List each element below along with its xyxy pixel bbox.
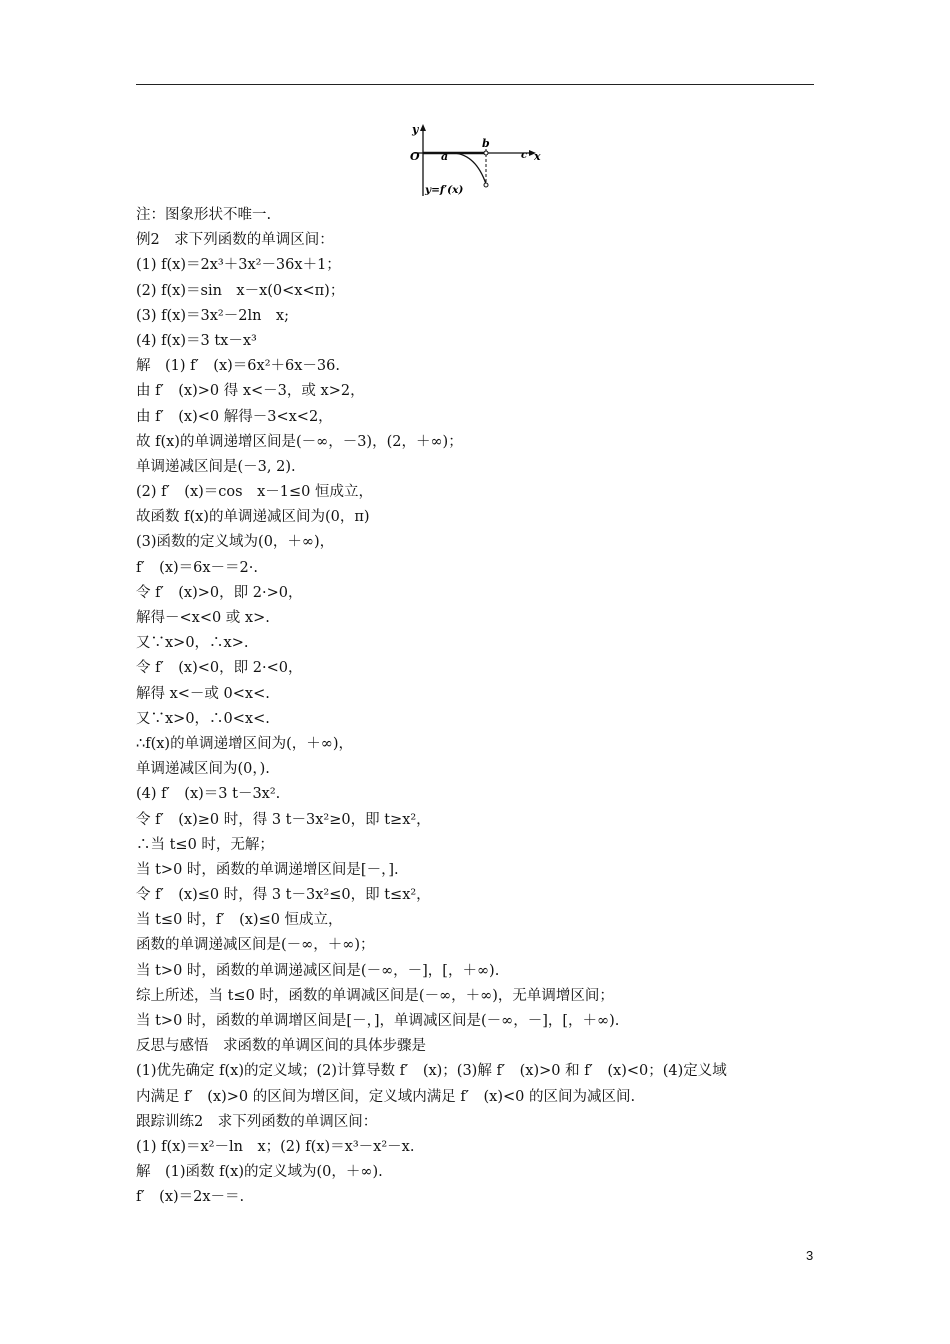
text-line: 当 t≤0 时，f′ (x)≤0 恒成立， xyxy=(136,912,343,929)
y-axis-arrow xyxy=(420,124,426,131)
open-point-b xyxy=(484,151,488,155)
document-body xyxy=(136,203,816,1211)
header-rule xyxy=(136,84,814,85)
text-line: 令 f′ (x)≥0 时，得 3 t－3x²≥0，即 t≥x²， xyxy=(136,811,431,828)
text-line: 令 f′ (x)≤0 时，得 3 t－3x²≤0，即 t≤x²， xyxy=(136,887,431,904)
text-line: 解 (1)函数 f(x)的定义域为(0，＋∞). xyxy=(136,1164,383,1181)
text-line: (4) f(x)＝3 tx－x³ xyxy=(136,332,257,349)
label-origin: O xyxy=(410,150,420,163)
text-line: (2) f′ (x)＝cos x－1≤0 恒成立， xyxy=(136,484,373,501)
text-line: 解得－<x<0 或 x>. xyxy=(136,610,270,626)
text-line: 又∵x>0，∴0<x<. xyxy=(136,710,270,727)
text-line: 令 f′ (x)>0，即 2·>0， xyxy=(136,584,303,601)
label-b: b xyxy=(482,137,490,150)
text-line: 内满足 f′ (x)>0 的区间为增区间，定义域内满足 f′ (x)<0 的区间为减区间. xyxy=(136,1088,636,1105)
text-line: 由 f′ (x)>0 得 x<－3，或 x>2， xyxy=(136,383,365,400)
text-line: 当 t>0 时，函数的单调增区间是[－，]，单调减区间是(－∞，－]，[，＋∞). xyxy=(136,1013,620,1029)
text-line: 综上所述，当 t≤0 时，函数的单调减区间是(－∞，＋∞)，无单调增区间； xyxy=(136,987,614,1004)
text-line: 单调递减区间为(0，). xyxy=(136,761,270,778)
open-point-end xyxy=(484,183,488,187)
label-c: c xyxy=(521,150,528,161)
label-x: x xyxy=(534,150,541,163)
page-number: 3 xyxy=(806,1248,814,1263)
text-line: 例2 求下列函数的单调区间： xyxy=(136,232,334,249)
text-line: f′ (x)＝2x－＝. xyxy=(136,1189,245,1206)
text-line: (1)优先确定 f(x)的定义域；(2)计算导数 f′ (x)；(3)解 f′ (x)>0 和 f′ (x)<0；(4)定义域 xyxy=(136,1063,727,1080)
text-line: (1) f(x)＝2x³＋3x²－36x＋1； xyxy=(136,257,341,274)
text-line: 解 (1) f′ (x)＝6x²＋6x－36. xyxy=(136,358,340,375)
derivative-graph-figure xyxy=(404,118,554,200)
text-line: 故 f(x)的单调递增区间是(－∞，－3)，(2，＋∞)； xyxy=(136,433,463,450)
text-line: ∴f(x)的单调递增区间为(，＋∞)， xyxy=(136,735,353,752)
text-line: 又∵x>0，∴x>. xyxy=(136,635,249,652)
text-line: 当 t>0 时，函数的单调递减区间是(－∞，－]，[，＋∞). xyxy=(136,962,500,979)
derivative-curve xyxy=(454,153,486,184)
text-line: (1) f(x)＝x²－ln x；(2) f(x)＝x³－x²－x. xyxy=(136,1138,415,1155)
curve-label: y=f′(x) xyxy=(425,184,464,196)
text-line: 单调递减区间是(－3, 2). xyxy=(136,458,296,475)
text-line: 跟踪训练2 求下列函数的单调区间： xyxy=(136,1113,378,1130)
text-line: 由 f′ (x)<0 解得－3<x<2， xyxy=(136,408,333,425)
label-y: y xyxy=(412,123,419,136)
text-line: 令 f′ (x)<0，即 2·<0， xyxy=(136,660,303,677)
label-a: a xyxy=(441,150,449,163)
text-line: (3) f(x)＝3x²－2ln x; xyxy=(136,307,289,324)
text-line: 函数的单调递减区间是(－∞，＋∞)； xyxy=(136,937,375,954)
text-line: 当 t>0 时，函数的单调递增区间是[－，]. xyxy=(136,861,399,878)
text-line: 注：图象形状不唯一. xyxy=(136,207,272,223)
text-line: f′ (x)＝6x－＝2·. xyxy=(136,559,258,576)
text-line: 反思与感悟 求函数的单调区间的具体步骤是 xyxy=(136,1038,426,1055)
text-line: (2) f(x)＝sin x－x(0<x<π)； xyxy=(136,282,345,299)
text-line: (3)函数的定义域为(0，＋∞)， xyxy=(136,534,335,551)
text-line: 故函数 f(x)的单调递减区间为(0，π) xyxy=(136,509,370,526)
text-line: ∴当 t≤0 时，无解； xyxy=(136,836,274,853)
text-line: (4) f′ (x)＝3 t－3x². xyxy=(136,786,281,803)
text-line: 解得 x<－或 0<x<. xyxy=(136,685,270,702)
